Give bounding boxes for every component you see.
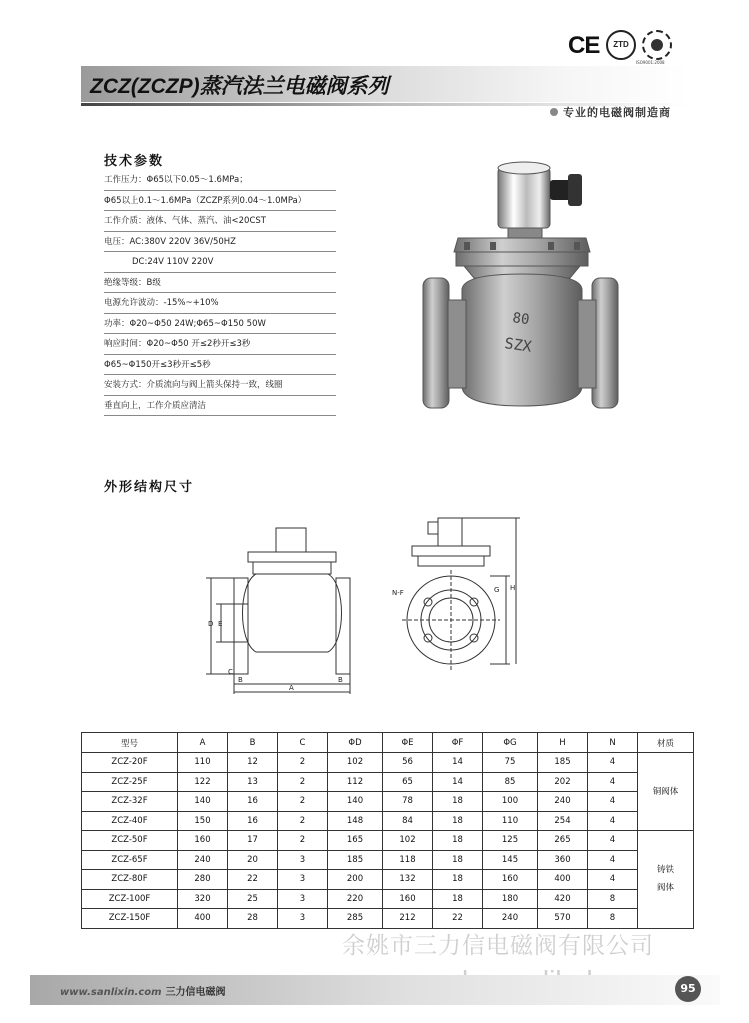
table-cell: 125 [483,831,538,851]
footer-brand: 三力信电磁阀 [165,987,226,998]
dim-label-nf: N-F [392,589,404,597]
table-cell: 3 [278,889,328,909]
table-cell: 102 [383,831,433,851]
table-cell: 16 [228,792,278,812]
table-cell: 13 [228,772,278,792]
table-cell: 240 [538,792,588,812]
ce-mark: CE [568,32,600,59]
dim-label-b: B [238,676,243,684]
table-cell: 18 [433,889,483,909]
table-cell: 85 [483,772,538,792]
table-cell: 102 [328,753,383,773]
dim-label-e: E [218,620,223,628]
table-cell: 140 [328,792,383,812]
table-cell: 100 [483,792,538,812]
col-header: ΦG [483,733,538,753]
table-cell: 14 [433,753,483,773]
table-cell: 285 [328,909,383,929]
table-cell: 2 [278,811,328,831]
table-cell: 65 [383,772,433,792]
table-cell: 4 [588,772,638,792]
table-cell: ZCZ-32F [82,792,178,812]
table-cell: 18 [433,792,483,812]
dim-label-b-right: B [338,676,343,684]
table-row [82,831,694,851]
dimensions-heading: 外形结构尺寸 [104,480,195,495]
page-number: 95 [675,976,701,1002]
table-cell: ZCZ-100F [82,889,178,909]
table-cell: 22 [433,909,483,929]
footer-text [60,983,226,998]
dim-label-c: C [228,668,233,676]
spec-line: 电压：AC:380V 220V 36V/50HZ [104,232,336,253]
table-cell: ZCZ-20F [82,753,178,773]
col-header: ΦD [328,733,383,753]
table-cell: 140 [178,792,228,812]
col-header: A [178,733,228,753]
table-cell: 2 [278,753,328,773]
dim-label-d: D [208,620,214,628]
table-cell: 12 [228,753,278,773]
table-cell: 202 [538,772,588,792]
spec-line: 功率：Φ20~Φ50 24W;Φ65~Φ150 50W [104,314,336,335]
table-row [82,889,694,909]
bullet-icon [550,108,558,116]
certification-logos [568,30,678,64]
table-row [82,772,694,792]
table-cell: 20 [228,850,278,870]
table-cell: ZCZ-25F [82,772,178,792]
spec-line: 安装方式：介质流向与阀上箭头保持一致，线圈 [104,375,336,396]
table-cell: 18 [433,831,483,851]
table-cell: 118 [383,850,433,870]
table-cell: ZCZ-150F [82,909,178,929]
col-header: ΦE [383,733,433,753]
page-subtitle [550,104,671,120]
spec-line: Φ65以上0.1～1.6MPa（ZCZP系列0.04～1.0MPa） [104,191,336,212]
table-cell: 280 [178,870,228,890]
table-cell: 56 [383,753,433,773]
table-cell: 110 [178,753,228,773]
table-cell: 160 [483,870,538,890]
table-cell: 17 [228,831,278,851]
page-title: ZCZ(ZCZP)蒸汽法兰电磁阀系列 [90,75,389,98]
table-cell: ZCZ-40F [82,811,178,831]
table-row [82,909,694,929]
title-banner [81,66,688,102]
material-cast-iron-line2: 阀体 [656,883,674,894]
col-header: C [278,733,328,753]
table-cell: 180 [483,889,538,909]
table-cell: ZCZ-65F [82,850,178,870]
table-cell: 160 [383,889,433,909]
spec-line: Φ65~Φ150开≤3秒开≤5秒 [104,355,336,376]
spec-line: 工作压力：Φ65以下0.05～1.6MPa； [104,170,336,191]
table-cell: 84 [383,811,433,831]
footer-url[interactable]: www.sanlixin.com [60,987,162,998]
gear-icon [642,30,672,60]
table-cell: 18 [433,850,483,870]
dimensions-table [81,732,693,929]
table-cell: 570 [538,909,588,929]
cast-model-label: SZX [503,334,533,356]
watermark-company: 余姚市三力信电磁阀有限公司 [342,932,654,958]
solenoid-valve-photo [418,160,623,412]
table-cell: 112 [328,772,383,792]
table-cell: 2 [278,772,328,792]
iso-certification: ISO9001:2008 [636,60,665,65]
table-cell: 4 [588,831,638,851]
table-cell: 148 [328,811,383,831]
table-cell: 400 [178,909,228,929]
table-cell: 185 [328,850,383,870]
table-cell: 4 [588,850,638,870]
table-row [82,792,694,812]
dim-label-a: A [289,684,294,692]
table-cell: ZCZ-80F [82,870,178,890]
table-cell: 2 [278,831,328,851]
specs-list [104,170,336,416]
spec-line: 响应时间：Φ20~Φ50 开≤2秒开≤3秒 [104,334,336,355]
table-cell: 28 [228,909,278,929]
spec-line: 绝缘等级：B级 [104,273,336,294]
table-cell: 18 [433,870,483,890]
table-cell: 320 [178,889,228,909]
table-cell: 110 [483,811,538,831]
table-cell: 240 [178,850,228,870]
table-cell: 122 [178,772,228,792]
material-cast-iron-line1: 铸铁 [656,865,674,876]
table-cell: 4 [588,753,638,773]
table-cell: ZCZ-50F [82,831,178,851]
footer-bar [30,975,720,1005]
table-cell: 2 [278,792,328,812]
col-header: 材质 [638,733,694,753]
table-cell: 160 [178,831,228,851]
col-header: B [228,733,278,753]
front-view-drawing [198,524,378,704]
spec-line: 电源允许波动：-15%~+10% [104,293,336,314]
table-cell: 4 [588,811,638,831]
material-copper: 铜阀体 [638,753,694,831]
col-header: N [588,733,638,753]
table-cell: 4 [588,870,638,890]
table-cell: 25 [228,889,278,909]
table-cell: 240 [483,909,538,929]
table-cell: 18 [433,811,483,831]
table-cell: 3 [278,870,328,890]
table-cell: 3 [278,850,328,870]
table-cell: 400 [538,870,588,890]
table-cell: 360 [538,850,588,870]
dim-label-g: G [494,586,500,594]
table-cell: 420 [538,889,588,909]
table-row [82,811,694,831]
table-cell: 150 [178,811,228,831]
table-cell: 8 [588,889,638,909]
dim-label-h: H [510,584,516,592]
table-row [82,870,694,890]
table-cell: 265 [538,831,588,851]
table-cell: 22 [228,870,278,890]
side-view-drawing [392,510,522,700]
table-cell: 78 [383,792,433,812]
ztd-logo: ZTD [606,30,636,60]
material-cast-iron [638,831,694,929]
subtitle-text: 专业的电磁阀制造商 [563,106,671,119]
table-cell: 132 [383,870,433,890]
table-cell: 200 [328,870,383,890]
table-row [82,850,694,870]
col-header: 型号 [82,733,178,753]
cast-size-label: 80 [511,310,531,329]
table-cell: 185 [538,753,588,773]
spec-line: DC:24V 110V 220V [104,252,336,273]
col-header: ΦF [433,733,483,753]
table-cell: 145 [483,850,538,870]
table-cell: 165 [328,831,383,851]
col-header: H [538,733,588,753]
table-cell: 254 [538,811,588,831]
table-cell: 220 [328,889,383,909]
table-cell: 14 [433,772,483,792]
table-cell: 75 [483,753,538,773]
table-cell: 8 [588,909,638,929]
table-cell: 3 [278,909,328,929]
table-row [82,753,694,773]
table-cell: 16 [228,811,278,831]
spec-line: 工作介质：液体、气体、蒸汽、油<20CST [104,211,336,232]
spec-line: 垂直向上，工作介质应清洁 [104,396,336,417]
table-cell: 4 [588,792,638,812]
table-header-row [82,733,694,753]
specs-heading: 技术参数 [104,154,165,169]
table-cell: 212 [383,909,433,929]
